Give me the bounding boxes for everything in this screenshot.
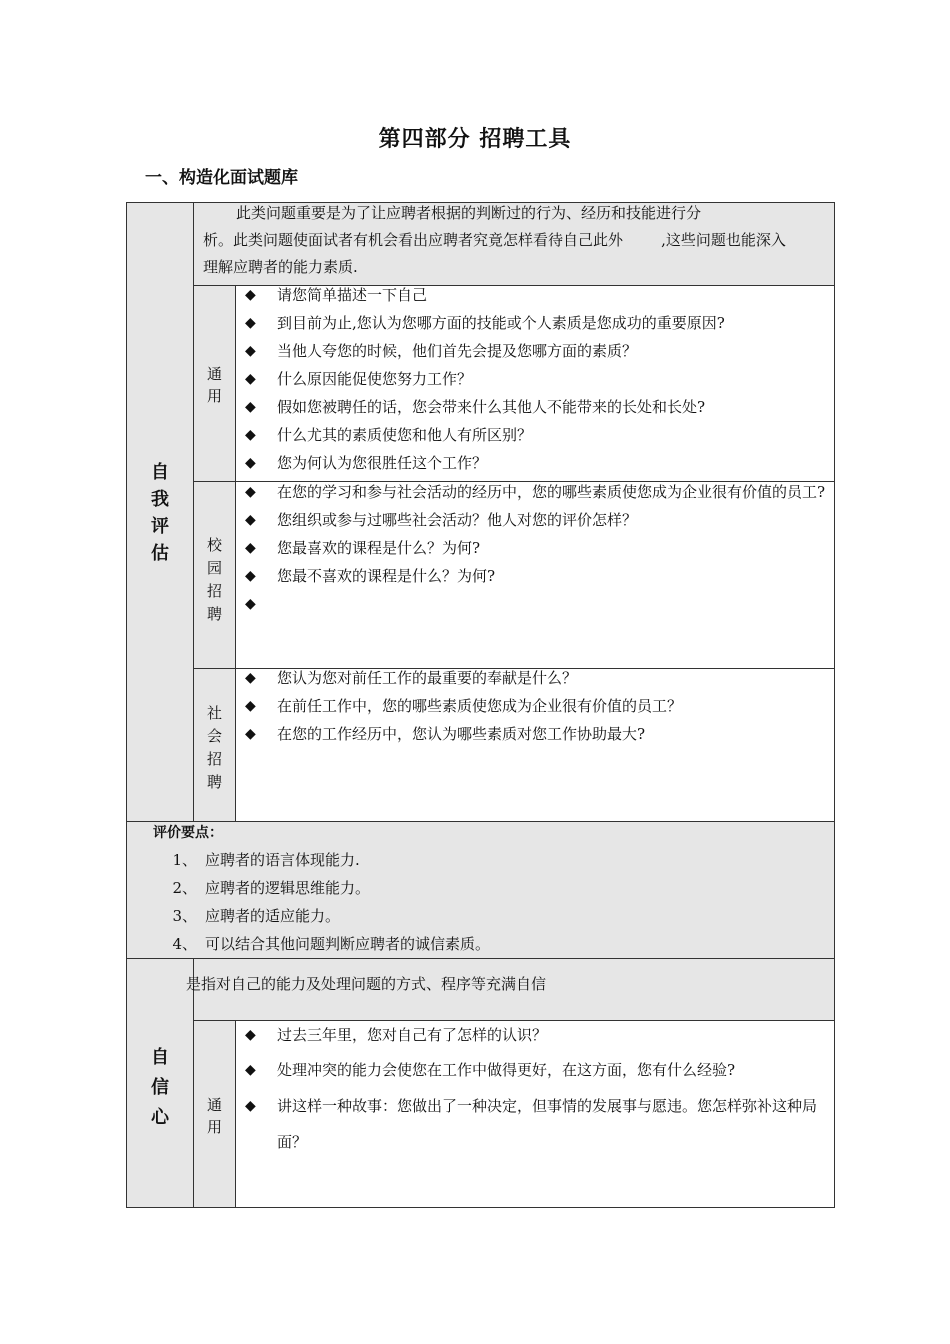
confidence-intro-cell [186,958,835,1021]
self-assessment-category-cell [126,202,194,822]
self-assessment-intro-line-1: 此类问题重要是为了让应聘者根据的判断过的行为、经历和技能进行分 [236,204,702,222]
self-assessment-intro-line-2: 析。此类问题使面试者有机会看出应聘者究竟怎样看待自己此外 ,这些问题也能深入 [203,231,786,249]
diamond-bullet-icon: ◆ [245,484,256,500]
key-points [153,824,490,958]
key-point-item: 3、 应聘者的适应能力。 [172,907,341,925]
diamond-bullet-icon: ◆ [245,540,256,556]
key-point-item: 1、 应聘者的语言体现能力. [172,851,360,869]
confidence-general-subcategory-cell [193,1020,236,1208]
diamond-bullet-icon: ◆ [245,371,256,387]
question-item: ◆ 您最喜欢的课程是什么？为何? [245,534,829,562]
diamond-bullet-icon: ◆ [245,512,256,528]
social-subcategory-cell [193,668,236,822]
diamond-bullet-icon: ◆ [245,1027,256,1043]
diamond-bullet-icon: ◆ [245,670,256,686]
diamond-bullet-icon: ◆ [245,698,256,714]
diamond-bullet-icon: ◆ [245,596,256,612]
confidence-general-label: 通 用 [206,1096,222,1136]
key-point-item: 2、 应聘者的逻辑思维能力。 [172,879,371,897]
question-item: ◆ 过去三年里，您对自己有了怎样的认识？ [245,1018,829,1053]
campus-question-list [245,478,829,618]
social-question-list [245,664,829,748]
key-points-heading: 评价要点： [153,825,223,841]
diamond-bullet-icon: ◆ [245,568,256,584]
general-label: 通 用 [206,365,222,405]
page-title: 第四部分 招聘工具 [378,127,572,152]
confidence-label: 自 信 心 [151,1047,169,1128]
key-points-cell [126,821,835,959]
key-point-item: 4、 可以结合其他问题判断应聘者的诚信素质。 [172,935,491,953]
general-question-list [245,281,829,477]
confidence-intro: 是指对自己的能力及处理问题的方式、程序等充满自信 [186,975,547,993]
social-label: 社 会 招 聘 [206,704,222,791]
question-item: ◆ 您组织或参与过哪些社会活动？他人对您的评价怎样？ [245,506,829,534]
question-item: ◆ 您为何认为您很胜任这个工作？ [245,449,829,477]
question-item: ◆ 在您的工作经历中，您认为哪些素质对您工作协助最大? [245,720,829,748]
question-item [245,590,829,618]
question-item: ◆ 您最不喜欢的课程是什么？为何? [245,562,829,590]
question-item: ◆ 请您简单描述一下自己 [245,281,829,309]
diamond-bullet-icon: ◆ [245,287,256,303]
question-item: ◆ 处理冲突的能力会使您在工作中做得更好，在这方面，您有什么经验? [245,1053,829,1088]
question-item: ◆ 当他人夸您的时候，他们首先会提及您哪方面的素质？ [245,337,829,365]
question-item: ◆ 在前任工作中，您的哪些素质使您成为企业很有价值的员工？ [245,692,829,720]
diamond-bullet-icon: ◆ [245,315,256,331]
self-assessment-label: 自 我 评 估 [151,462,169,564]
question-item: ◆ 您认为您对前任工作的最重要的奉献是什么？ [245,664,829,692]
self-assessment-intro-cell [193,202,835,286]
diamond-bullet-icon: ◆ [245,343,256,359]
question-item: ◆ 假如您被聘任的话，您会带来什么其他人不能带来的长处和长处? [245,393,829,421]
diamond-bullet-icon: ◆ [245,726,256,742]
general-subcategory-cell [193,285,236,482]
diamond-bullet-icon: ◆ [245,455,256,471]
question-item: ◆ 讲这样一种故事：您做出了一种决定，但事情的发展事与愿违。您怎样弥补这种局面？ [245,1088,829,1160]
question-item: ◆ 什么尤其的素质使您和他人有所区别？ [245,421,829,449]
question-item: ◆ 在您的学习和参与社会活动的经历中，您的哪些素质使您成为企业很有价值的员工? [245,478,829,506]
question-item: ◆ 什么原因能促使您努力工作？ [245,365,829,393]
diamond-bullet-icon: ◆ [245,1062,256,1078]
section-heading: 一、构造化面试题库 [145,168,298,188]
campus-subcategory-cell [193,481,236,669]
confidence-question-list [245,1018,829,1160]
question-item: ◆ 到目前为止,您认为您哪方面的技能或个人素质是您成功的重要原因? [245,309,829,337]
diamond-bullet-icon: ◆ [245,1098,256,1114]
confidence-category-cell [126,958,194,1208]
campus-label: 校 园 招 聘 [206,536,222,623]
self-assessment-intro-line-3: 理解应聘者的能力素质. [203,258,358,276]
diamond-bullet-icon: ◆ [245,427,256,443]
diamond-bullet-icon: ◆ [245,399,256,415]
